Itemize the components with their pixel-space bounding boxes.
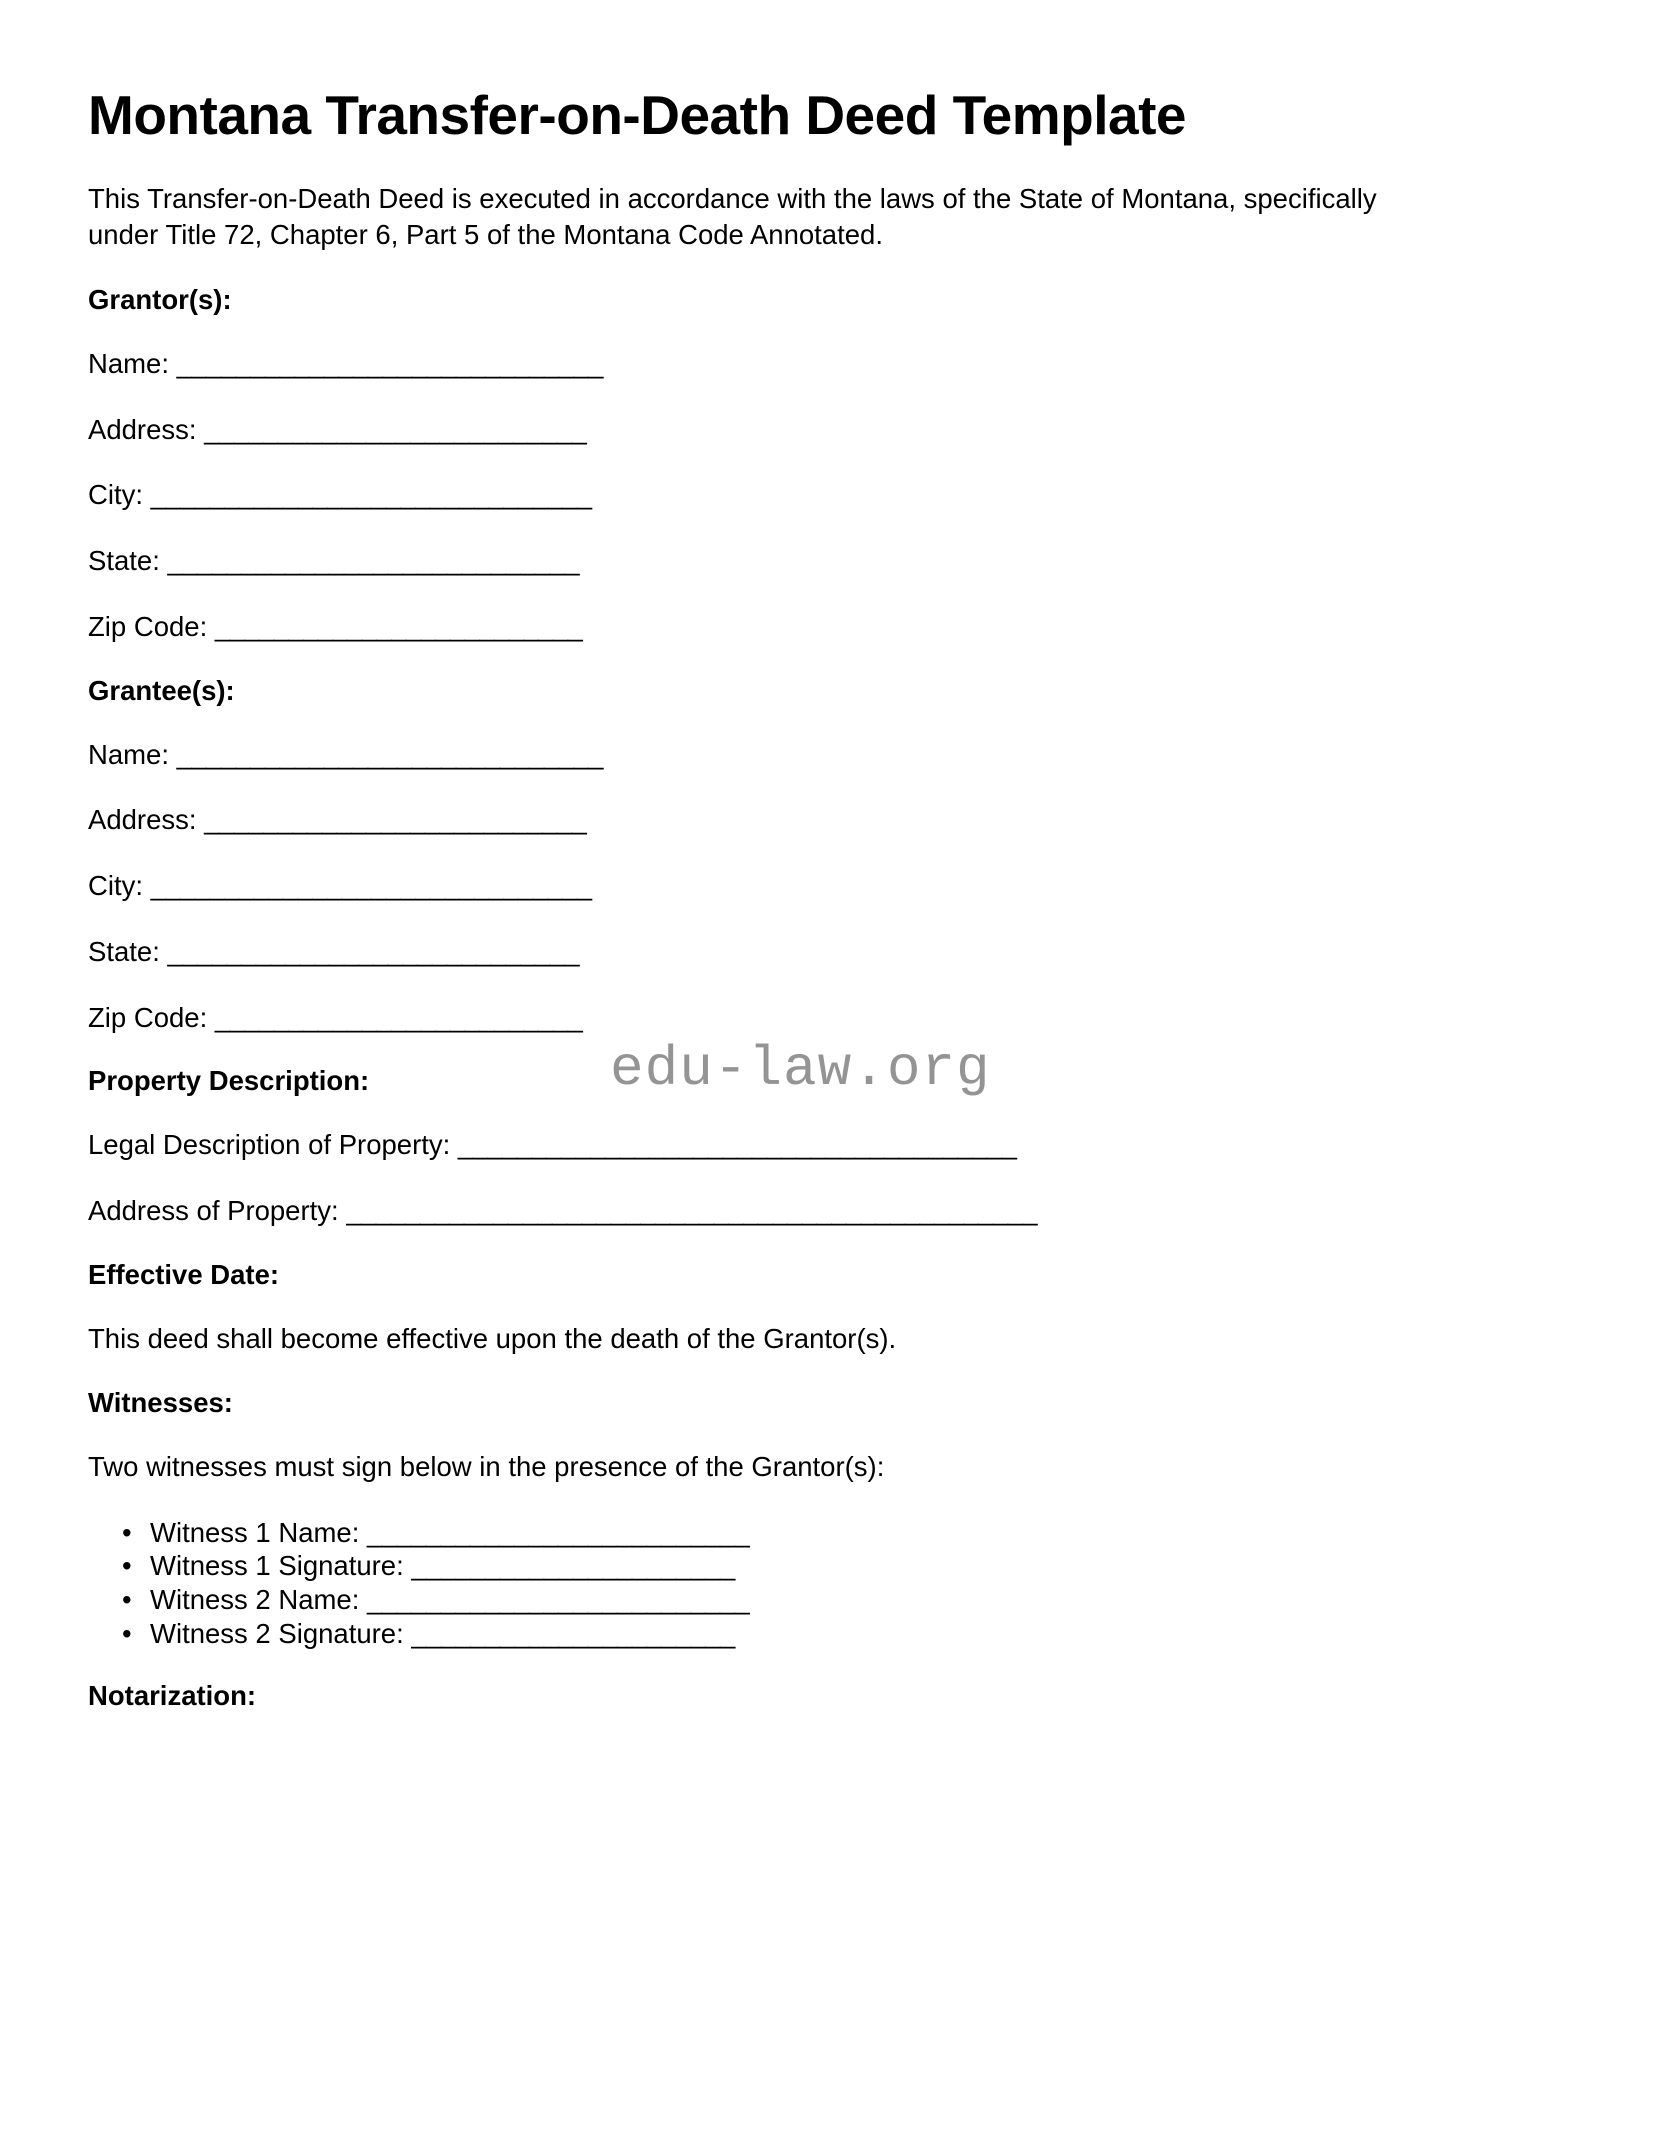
grantee-city-row bbox=[88, 868, 1492, 904]
list-item bbox=[150, 1516, 1492, 1550]
grantor-city-blank[interactable]: ______________________________ bbox=[150, 479, 592, 511]
witness-1-name-label: Witness 1 Name: bbox=[150, 1516, 360, 1548]
grantor-address-blank[interactable]: __________________________ bbox=[204, 413, 587, 445]
grantee-address-blank[interactable]: __________________________ bbox=[204, 804, 587, 836]
grantee-state-label: State: bbox=[88, 935, 160, 967]
grantee-section-heading: Grantee(s): bbox=[88, 674, 235, 706]
grantor-name-blank[interactable]: _____________________________ bbox=[176, 347, 603, 379]
grantor-name-label: Name: bbox=[88, 347, 169, 379]
grantee-name-row bbox=[88, 737, 1492, 773]
property-address-label: Address of Property: bbox=[88, 1195, 339, 1227]
grantor-address-row bbox=[88, 412, 1492, 448]
grantee-address-label: Address: bbox=[88, 804, 197, 836]
grantor-state-label: State: bbox=[88, 545, 160, 577]
property-description-heading: Property Description: bbox=[88, 1065, 370, 1097]
page-title: Montana Transfer-on-Death Deed Template bbox=[88, 84, 1186, 146]
witness-1-name-blank[interactable]: __________________________ bbox=[367, 1516, 750, 1548]
notarization-heading: Notarization: bbox=[88, 1680, 257, 1712]
grantee-address-row bbox=[88, 802, 1492, 838]
witness-2-name-label: Witness 2 Name: bbox=[150, 1584, 360, 1616]
grantee-city-blank[interactable]: ______________________________ bbox=[150, 870, 592, 902]
witnesses-heading: Witnesses: bbox=[88, 1387, 233, 1419]
site-watermark: edu-law.org bbox=[610, 1037, 991, 1101]
grantee-zip-row bbox=[88, 1000, 1492, 1036]
list-item bbox=[150, 1583, 1492, 1617]
grantee-zip-blank[interactable]: _________________________ bbox=[214, 1001, 583, 1033]
legal-description-row bbox=[88, 1127, 1492, 1163]
document-body bbox=[88, 84, 1492, 1742]
list-item bbox=[150, 1549, 1492, 1583]
property-address-row bbox=[88, 1193, 1492, 1229]
legal-description-label: Legal Description of Property: bbox=[88, 1129, 451, 1161]
grantee-name-label: Name: bbox=[88, 738, 169, 770]
witness-2-name-blank[interactable]: __________________________ bbox=[367, 1584, 750, 1616]
grantee-zip-label: Zip Code: bbox=[88, 1001, 208, 1033]
grantor-city-row bbox=[88, 477, 1492, 513]
grantee-state-blank[interactable]: ____________________________ bbox=[167, 935, 579, 967]
property-address-blank[interactable]: _______________________________________________ bbox=[346, 1195, 1037, 1227]
grantor-city-label: City: bbox=[88, 479, 143, 511]
legal-description-blank[interactable]: ______________________________________ bbox=[457, 1129, 1017, 1161]
witness-list bbox=[88, 1516, 1492, 1650]
witness-1-signature-blank[interactable]: ______________________ bbox=[411, 1550, 735, 1582]
grantor-address-label: Address: bbox=[88, 413, 197, 445]
grantor-state-blank[interactable]: ____________________________ bbox=[167, 545, 579, 577]
grantor-state-row bbox=[88, 543, 1492, 579]
effective-date-text: This deed shall become effective upon the death of the Grantor(s). bbox=[88, 1322, 897, 1354]
list-item bbox=[150, 1617, 1492, 1651]
grantor-section-heading: Grantor(s): bbox=[88, 283, 232, 315]
grantee-state-row bbox=[88, 934, 1492, 970]
grantee-name-blank[interactable]: _____________________________ bbox=[176, 738, 603, 770]
intro-paragraph: This Transfer-on-Death Deed is executed in accordance with the laws of the State of Montana, specifically under Title 72, Chapter 6, Part 5 of the Montana Code Annotated. bbox=[88, 182, 1377, 251]
grantor-name-row bbox=[88, 346, 1492, 382]
effective-date-heading: Effective Date: bbox=[88, 1258, 280, 1290]
grantor-zip-row bbox=[88, 609, 1492, 645]
witness-2-signature-blank[interactable]: ______________________ bbox=[411, 1617, 735, 1649]
witness-2-signature-label: Witness 2 Signature: bbox=[150, 1617, 404, 1649]
grantor-zip-blank[interactable]: _________________________ bbox=[214, 610, 583, 642]
witnesses-intro-text: Two witnesses must sign below in the presence of the Grantor(s): bbox=[88, 1451, 885, 1483]
grantee-city-label: City: bbox=[88, 870, 143, 902]
grantor-zip-label: Zip Code: bbox=[88, 610, 208, 642]
witness-1-signature-label: Witness 1 Signature: bbox=[150, 1550, 404, 1582]
